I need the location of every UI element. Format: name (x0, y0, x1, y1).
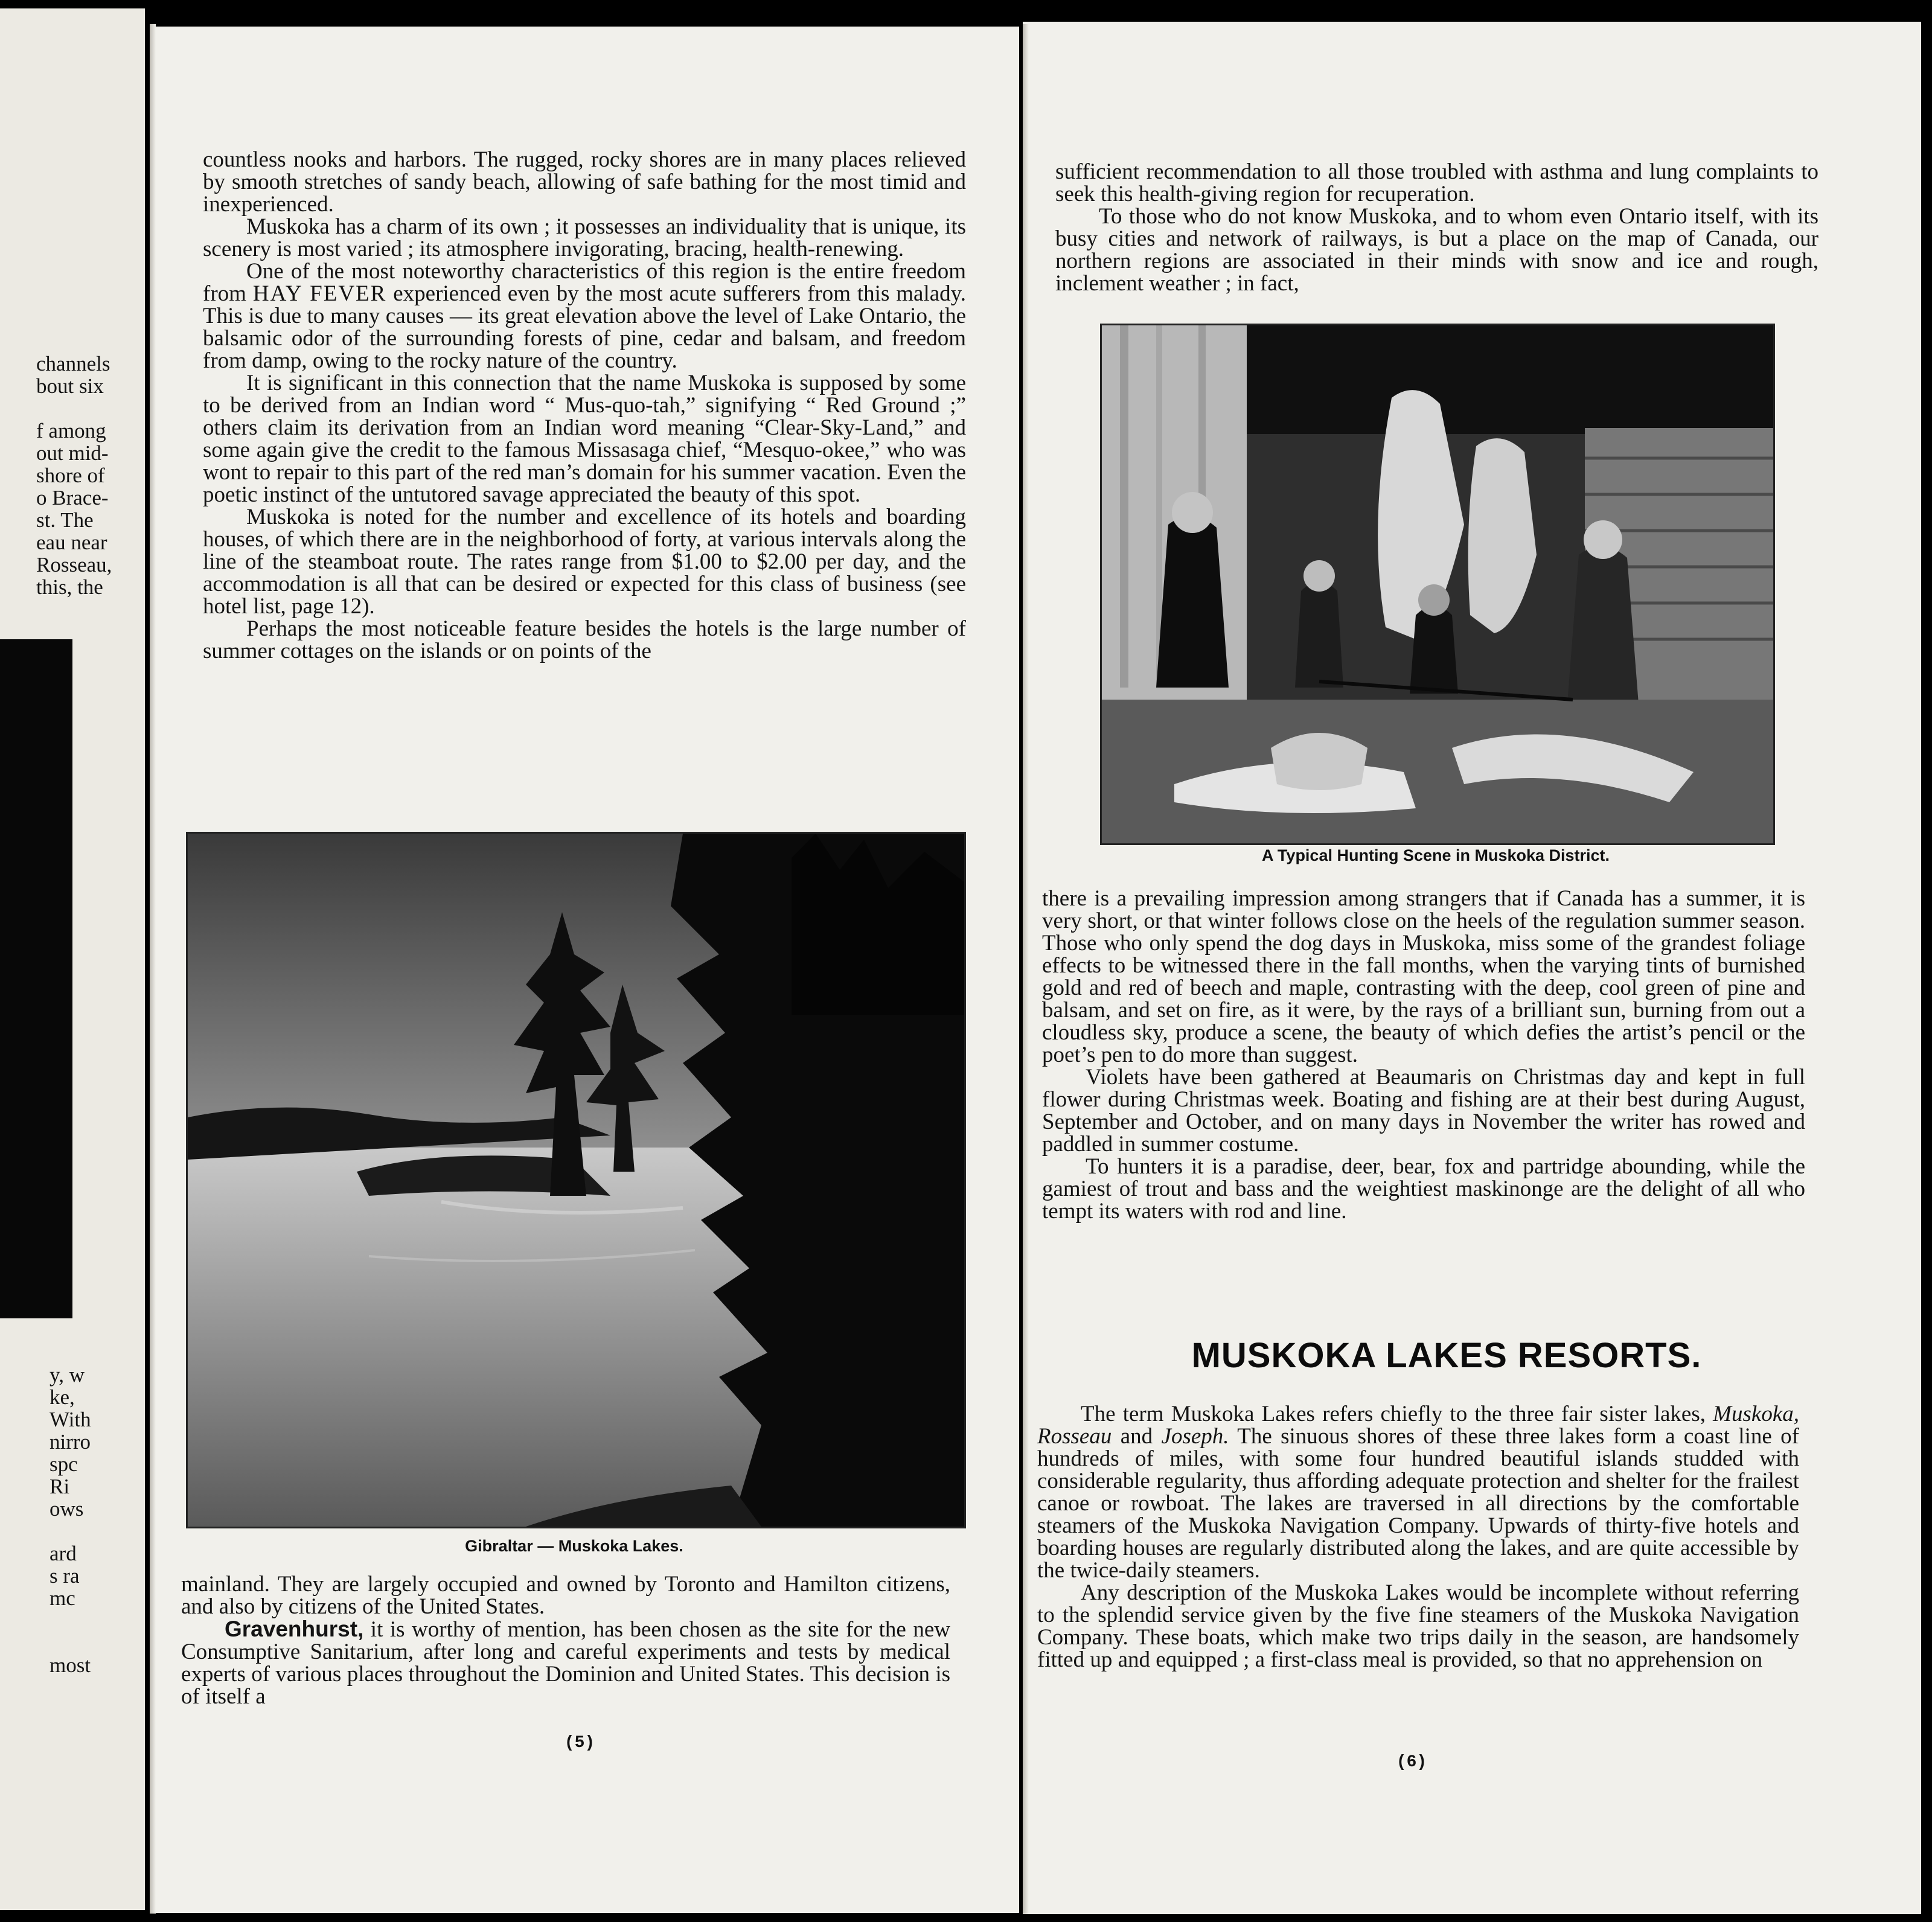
fragment-line: o Brace- (36, 486, 109, 509)
section-heading: MUSKOKA LAKES RESORTS. (1191, 1336, 1702, 1375)
fragment-line: bout six (36, 374, 104, 398)
paragraph: countless nooks and harbors. The rugged, rocky shores are in many places relieved by smooth stretches of sandy beach, allowing of safe bathing for the most timid and inexperienced. (203, 147, 966, 217)
fragment-line: st. The (36, 508, 94, 532)
paragraph (203, 260, 966, 372)
paragraph: It is significant in this connection that the name Muskoka is supposed by some to be derived from an Indian word “ Mus-quo-tah,” signifying “ Red Ground ;” others claim its derivation from an Indian word meaning “Clear-Sky-Land,” and some again give the credit to the famous Missasaga chief, “Mesquo-okee,” who was wont to repair to this part of the red man’s domain for his summer vacation. Even the poetic instinct of the untutored savage appreciated the beauty of this spot. (203, 371, 966, 507)
fragment-line: most (50, 1653, 91, 1677)
fragment-line: channels (36, 352, 110, 375)
fragment-line (50, 1632, 91, 1654)
fragment-line (50, 1609, 91, 1632)
lake-landscape-image (188, 834, 964, 1527)
paragraph: Muskoka is noted for the number and excellence of its hotels and boarding houses, of which there are in the neighborhood of forty, at various intervals along the line of the steamboat route. The rates range from $1.00 to $2.00 per day, and the accommodation is all that can be desired or expected for this class of business (see hotel list, page 12). (203, 505, 966, 619)
fragment-line: this, the (36, 575, 103, 599)
page-number-6: (6) (1396, 1753, 1427, 1772)
paragraph: To hunters it is a paradise, deer, bear, fox and partridge abounding, while the gamiest of trout and bass and the weightiest maskinonge are the delight of all who tempt its waters with rod and line. (1042, 1154, 1805, 1224)
hunting-scene-image (1102, 325, 1773, 843)
text-run: The sinuous shores of these three lakes form a coast line of hundreds of miles, with some four hundred beautiful islands studded with considerable regularity, thus affording adequate protection and shelter for the frailest canoe or rowboat. The lakes are traversed in all directions by the comfortable steamers of the Muskoka Navigation Company. Upwards of thirty-five hotels and boarding houses are regularly distributed along the lakes, and are quite accessible by the twice-daily steamers. (1037, 1424, 1799, 1583)
paragraph: Muskoka has a charm of its own ; it possesses an individuality that is unique, its scenery is most varied ; its atmosphere invigorating, bracing, health-renewing. (203, 214, 966, 261)
paragraph: mainland. They are largely occupied and owned by Toronto and Hamilton citizens, and also by citizens of the United States. (181, 1572, 950, 1619)
previous-page-photo (0, 639, 72, 1318)
fragment-line: ke, (50, 1385, 75, 1409)
hunting-photo-caption: A Typical Hunting Scene in Muskoka District. (1261, 846, 1610, 864)
previous-page-text-bottom (50, 1364, 91, 1676)
paragraph: Violets have been gathered at Beaumaris on Christmas day and kept in full flower during Christmas week. Boating and fishing are at their best during August, September and October, and on many days in November the writer has rowed and paddled in summer costume. (1042, 1065, 1805, 1157)
previous-page-text-top (36, 353, 112, 598)
fragment-line (36, 397, 112, 420)
paragraph: sufficient recommendation to all those troubled with asthma and lung complaints to seek this health-giving region for recuperation. (1055, 159, 1818, 206)
fragment-line: s ra (50, 1564, 80, 1588)
paragraph (181, 1618, 950, 1708)
hunting-scene-photo (1100, 324, 1775, 845)
lake-name: Joseph. (1161, 1424, 1229, 1449)
paragraph: To those who do not know Muskoka, and to whom even Ontario itself, with its busy cities and network of railways, is but a place on the map of Canada, our northern regions are associated in their minds with snow and ice and rough, inclement weather ; in fact, (1055, 204, 1818, 296)
fragment-line: eau near (36, 531, 107, 554)
fragment-line (50, 1520, 91, 1542)
fragment-line: mc (50, 1586, 75, 1610)
fragment-line: Rosseau, (36, 553, 112, 576)
fragment-line: y, w (50, 1363, 85, 1387)
fragment-line: f among (36, 419, 106, 442)
fragment-line: spc (50, 1452, 78, 1476)
fragment-line: out mid- (36, 441, 109, 465)
fragment-line: ard (50, 1542, 77, 1565)
fragment-line: Ri (50, 1475, 70, 1498)
fragment-line: With (50, 1408, 91, 1431)
paragraph: Any description of the Muskoka Lakes would be incomplete without referring to the splendid service given by the five fine steamers of the Muskoka Navigation Company. These boats, which make two trips daily in the season, are handsomely fitted up and equipped ; a first-class meal is provided, so that no apprehension on (1037, 1580, 1799, 1672)
page-6-top-text (1055, 161, 1818, 295)
lake-name: Rosseau (1037, 1424, 1112, 1449)
text-run: The term Muskoka Lakes refers chiefly to the three fair sister lakes, (1081, 1402, 1706, 1426)
fragment-line: shore of (36, 464, 105, 487)
gravenhurst-term: Gravenhurst, (225, 1617, 364, 1641)
text-run: it is worthy of mention, has been chosen as the site for the new Consumptive Sanitarium, after long and careful experiments and tests by medical experts of various places throughout the Dominion and United States. This decision is of itself a (181, 1617, 950, 1709)
paragraph (1037, 1403, 1799, 1582)
text-run: experienced even by the most acute sufferers from this malady. This is due to many causes — its great elevation above the level of Lake Ontario, the balsamic odor of the surrounding forests of pine, cedar and balsam, and freedom from damp, owing to the rocky nature of the country. (203, 281, 967, 373)
page-6-middle-text (1042, 887, 1805, 1222)
lake-name: Muskoka, (1713, 1402, 1799, 1426)
hay-fever-term: HAY FEVER (252, 281, 387, 306)
page-gutter-shadow (150, 24, 156, 1914)
page-number-5: (5) (564, 1734, 595, 1752)
fragment-line: nirro (50, 1430, 91, 1454)
gibraltar-photo-caption: Gibraltar — Muskoka Lakes. (465, 1537, 683, 1555)
page-6-bottom-text (1037, 1403, 1799, 1671)
text-run: One of the most noteworthy characteristics of this region is the entire freedom from (203, 259, 966, 306)
page-5-bottom-text (181, 1573, 950, 1708)
paragraph: Perhaps the most noticeable feature besides the hotels is the large number of summer cottages on the islands or on points of the (203, 616, 966, 663)
page-5-top-text (203, 148, 966, 662)
text-run: and (1120, 1424, 1153, 1449)
fragment-line: ows (50, 1497, 84, 1521)
previous-page-edge (0, 8, 145, 1910)
paragraph: there is a prevailing impression among strangers that if Canada has a summer, it is very short, or that winter follows close on the heels of the regulation summer season. Those who only spend the dog days in Muskoka, miss some of the grandest foliage effects to be witnessed there in the fall months, when the varying tints of burnished gold and red of beech and maple, contrasting with the deep, cool green of pine and balsam, and set on fire, as it were, by the rays of a brilliant sun, burning from out a cloudless sky, produce a scene, the beauty of which defies the artist’s pencil or the poet’s pen to do more than suggest. (1042, 886, 1805, 1067)
page-gutter-shadow (1023, 24, 1029, 1914)
gibraltar-lake-photo (186, 832, 966, 1528)
